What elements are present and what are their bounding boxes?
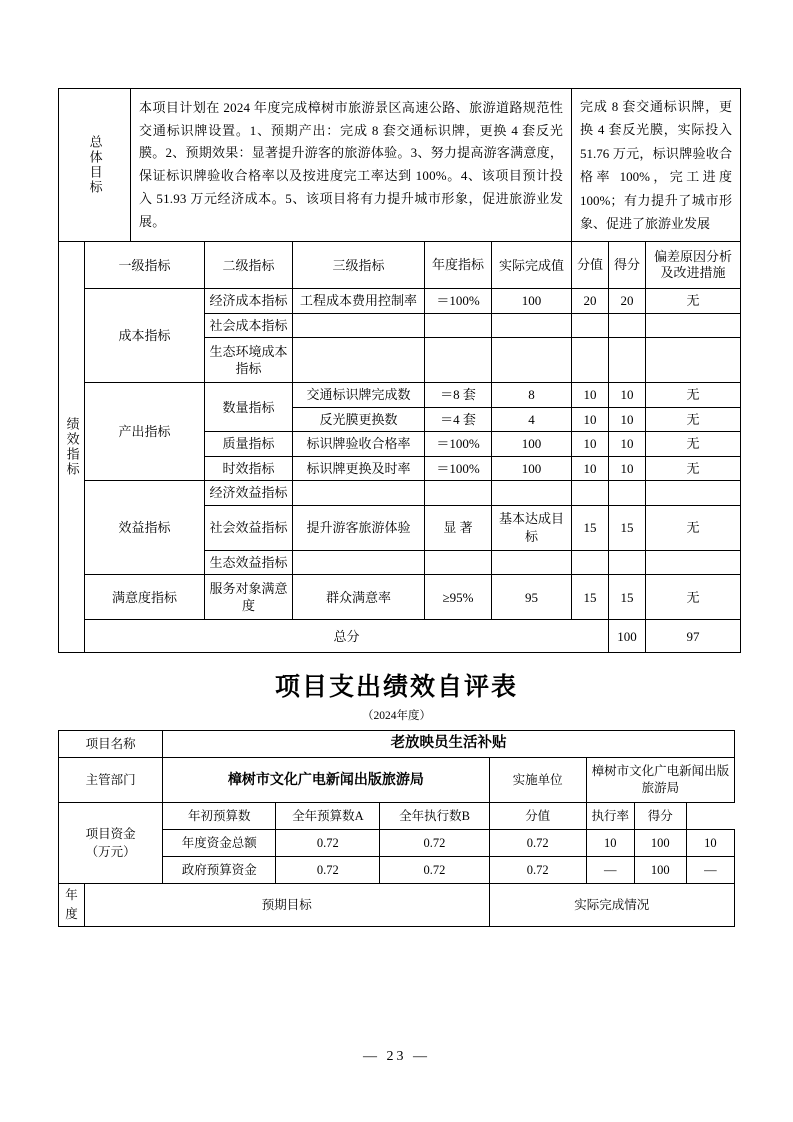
row-got: 10: [609, 432, 646, 457]
row-dev: [646, 481, 741, 506]
fund-row-label: 年度资金总额: [163, 830, 276, 857]
row-actual: 100: [492, 289, 572, 314]
header-year-target: 年度指标: [425, 242, 492, 289]
expected-target-header: 预期目标: [85, 884, 490, 927]
header-exec-rate: 执行率: [586, 803, 634, 830]
row-level2: 经济效益指标: [205, 481, 293, 506]
row-level3: 工程成本费用控制率: [293, 289, 425, 314]
row-actual: [492, 313, 572, 338]
row-dev: 无: [646, 383, 741, 408]
row-target: ＝100%: [425, 432, 492, 457]
row-dev: 无: [646, 575, 741, 620]
dept-label: 主管部门: [59, 758, 163, 803]
row-actual: 4: [492, 407, 572, 432]
overall-goal-label: [59, 89, 131, 242]
header-level3: 三级指标: [293, 242, 425, 289]
row-value: [572, 550, 609, 575]
year-label: 年度: [59, 884, 85, 927]
row-level3: [293, 550, 425, 575]
row-level2: 社会成本指标: [205, 313, 293, 338]
total-score-label: 总分: [85, 620, 609, 653]
row-got: [609, 313, 646, 338]
performance-indicator-label-text: 绩效指标: [64, 417, 80, 478]
row-value: [572, 338, 609, 383]
header-level1: 一级指标: [85, 242, 205, 289]
header-score-value: 分值: [572, 242, 609, 289]
header-year-exec: 全年执行数B: [380, 803, 489, 830]
header-score-got: 得分: [609, 242, 646, 289]
row-dev: 无: [646, 289, 741, 314]
row-target: [425, 550, 492, 575]
unit-value: 樟树市文化广电新闻出版旅游局: [586, 758, 734, 803]
funds-label: [59, 803, 163, 884]
header-score-got: 得分: [634, 803, 686, 830]
fund-row-exec: 0.72: [489, 857, 586, 884]
row-actual: 100: [492, 432, 572, 457]
fund-row-budget: 0.72: [380, 857, 489, 884]
row-level3: [293, 338, 425, 383]
row-actual: 100: [492, 456, 572, 481]
row-level3: 交通标识牌完成数: [293, 383, 425, 408]
row-target: ＝4 套: [425, 407, 492, 432]
row-got: [609, 550, 646, 575]
overall-goal-actual: 完成 8 套交通标识牌，更换 4 套反光膜，实际投入 51.76 万元，标识牌验收合格率 100%，完工进度 100%；有力提升了城市形象、促进了旅游业发展: [572, 89, 741, 242]
header-score-value: 分值: [489, 803, 586, 830]
row-level3: [293, 481, 425, 506]
funds-unit-text: （万元）: [85, 845, 136, 860]
row-target: [425, 481, 492, 506]
row-got: 20: [609, 289, 646, 314]
row-level2: 社会效益指标: [205, 505, 293, 550]
page-number: — 23 —: [363, 1049, 430, 1064]
fund-row-value: 10: [586, 830, 634, 857]
header-begin-budget: 年初预算数: [163, 803, 276, 830]
dept-value: 樟树市文化广电新闻出版旅游局: [163, 758, 489, 803]
row-level2: 生态环境成本指标: [205, 338, 293, 383]
row-level3: 反光膜更换数: [293, 407, 425, 432]
fund-row-label: 政府预算资金: [163, 857, 276, 884]
row-level2: 生态效益指标: [205, 550, 293, 575]
row-value: [572, 481, 609, 506]
row-level1-output: 产出指标: [85, 383, 205, 481]
fund-row-budget: 0.72: [380, 830, 489, 857]
row-dev: 无: [646, 505, 741, 550]
row-target: ＝100%: [425, 289, 492, 314]
row-level3: 标识牌验收合格率: [293, 432, 425, 457]
performance-indicator-label: [59, 242, 85, 653]
row-actual: [492, 481, 572, 506]
header-actual: 实际完成值: [492, 242, 572, 289]
overall-goal-label-text: 总体目标: [87, 135, 103, 196]
row-actual: 8: [492, 383, 572, 408]
row-got: 10: [609, 383, 646, 408]
total-score-got: 97: [646, 620, 741, 653]
page-subtitle: （2024年度）: [362, 710, 431, 723]
row-target: [425, 338, 492, 383]
row-value: 15: [572, 505, 609, 550]
row-dev: [646, 550, 741, 575]
row-level2: 服务对象满意度: [205, 575, 293, 620]
row-dev: 无: [646, 407, 741, 432]
row-target: 显 著: [425, 505, 492, 550]
fund-row-exec: 0.72: [489, 830, 586, 857]
row-target: [425, 313, 492, 338]
fund-row-got: 10: [686, 830, 734, 857]
total-score-value: 100: [609, 620, 646, 653]
row-level3: [293, 313, 425, 338]
fund-row-rate: 100: [634, 830, 686, 857]
row-target: ＝8 套: [425, 383, 492, 408]
page-title: 项目支出绩效自评表: [274, 674, 518, 702]
project-self-evaluation-table: [58, 730, 735, 927]
row-got: 10: [609, 456, 646, 481]
header-level2: 二级指标: [205, 242, 293, 289]
fund-row-rate: 100: [634, 857, 686, 884]
row-dev: 无: [646, 456, 741, 481]
row-actual: 95: [492, 575, 572, 620]
project-name-value: 老放映员生活补贴: [163, 731, 735, 758]
row-level3: 群众满意率: [293, 575, 425, 620]
fund-row-begin: 0.72: [276, 830, 380, 857]
performance-indicators-table: [58, 88, 741, 653]
fund-row-got: —: [686, 857, 734, 884]
row-value: 10: [572, 383, 609, 408]
row-level2: 时效指标: [205, 456, 293, 481]
row-got: [609, 338, 646, 383]
header-deviation: 偏差原因分析及改进措施: [646, 242, 741, 289]
row-level1-benefit: 效益指标: [85, 481, 205, 575]
fund-row-value: —: [586, 857, 634, 884]
row-value: 20: [572, 289, 609, 314]
row-level2: 数量指标: [205, 383, 293, 432]
project-name-label: 项目名称: [59, 731, 163, 758]
row-value: 10: [572, 456, 609, 481]
unit-label: 实施单位: [489, 758, 586, 803]
fund-row-begin: 0.72: [276, 857, 380, 884]
row-level2: 经济成本指标: [205, 289, 293, 314]
row-dev: 无: [646, 432, 741, 457]
row-value: 10: [572, 432, 609, 457]
row-dev: [646, 313, 741, 338]
header-year-budget: 全年预算数A: [276, 803, 380, 830]
row-actual: [492, 338, 572, 383]
actual-completion-header: 实际完成情况: [489, 884, 734, 927]
row-level1-cost: 成本指标: [85, 289, 205, 383]
row-level3: 标识牌更换及时率: [293, 456, 425, 481]
row-dev: [646, 338, 741, 383]
row-level1-satisfaction: 满意度指标: [85, 575, 205, 620]
row-level2: 质量指标: [205, 432, 293, 457]
row-got: [609, 481, 646, 506]
row-value: 10: [572, 407, 609, 432]
row-target: ＝100%: [425, 456, 492, 481]
row-actual: [492, 550, 572, 575]
row-got: 15: [609, 575, 646, 620]
row-value: [572, 313, 609, 338]
overall-goal-text: 本项目计划在 2024 年度完成樟树市旅游景区高速公路、旅游道路规范性交通标识牌设置。1、预期产出：完成 8 套交通标识牌，更换 4 套反光膜。2、预期效果：显著提升游客的旅游体验。3、努力提高游客满意度，保证标识牌验收合格率以及按进度完工率达到 100%。4、该项目预计投入 51.93 万元经济成本。5、该项目将有力提升城市形象，促进旅游业发展。: [131, 89, 572, 242]
row-target: ≥95%: [425, 575, 492, 620]
funds-label-text: 项目资金: [85, 826, 136, 841]
row-level3: 提升游客旅游体验: [293, 505, 425, 550]
row-got: 10: [609, 407, 646, 432]
row-got: 15: [609, 505, 646, 550]
row-value: 15: [572, 575, 609, 620]
row-actual: 基本达成目标: [492, 505, 572, 550]
